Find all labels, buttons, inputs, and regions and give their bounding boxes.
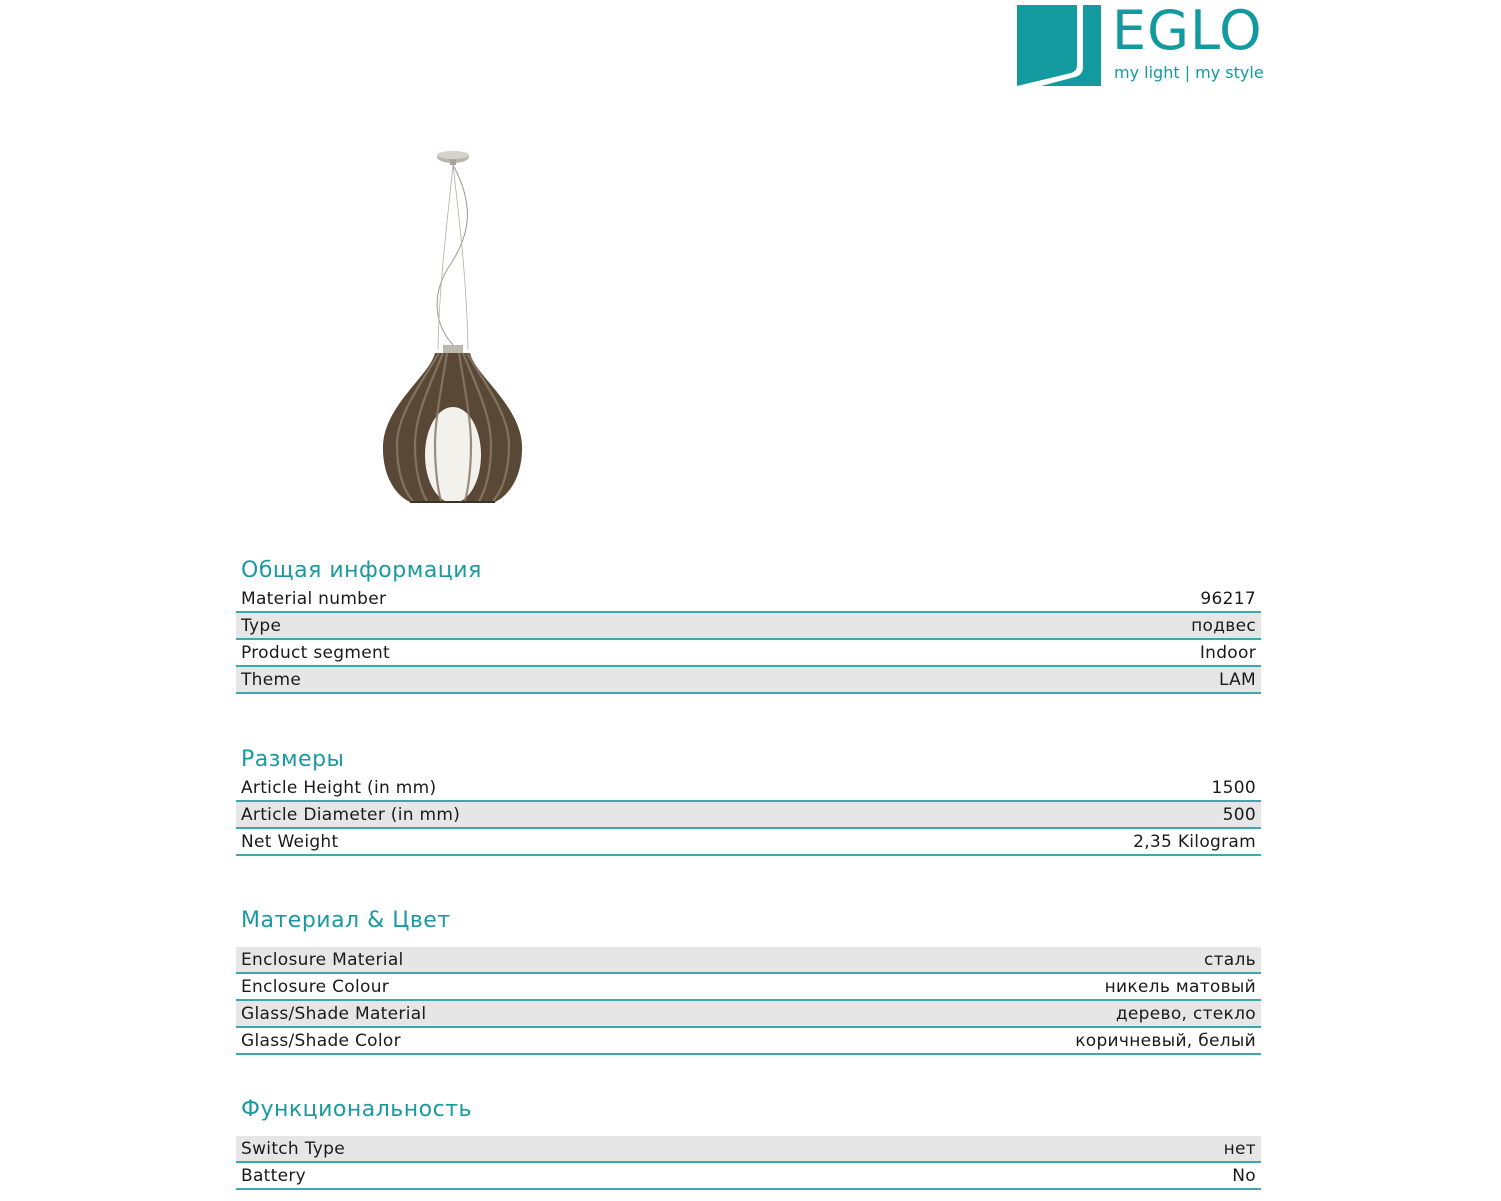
row-label: Product segment <box>241 642 391 663</box>
table-row <box>236 947 1261 974</box>
section-title: Размеры <box>241 747 345 772</box>
row-value: дерево, стекло <box>1115 1003 1256 1024</box>
pendant-lamp-icon <box>375 145 530 510</box>
row-value: LAM <box>1218 669 1256 690</box>
table-row <box>236 775 1261 802</box>
row-value: подвес <box>1191 615 1256 636</box>
table-row <box>236 1163 1261 1190</box>
row-label: Theme <box>241 669 302 690</box>
table-row <box>236 613 1261 640</box>
section-material-color <box>236 906 1261 1055</box>
eglo-logo <box>1017 0 1267 89</box>
row-value: 96217 <box>1200 588 1256 609</box>
section-title: Функциональность <box>241 1097 472 1122</box>
table-row <box>236 802 1261 829</box>
section-general-info <box>236 556 1261 694</box>
brand-tagline: my light | my style <box>1114 63 1264 82</box>
section-dimensions <box>236 745 1261 856</box>
row-label: Enclosure Colour <box>241 976 390 997</box>
row-value: нет <box>1223 1138 1256 1159</box>
row-label: Article Diameter (in mm) <box>241 804 461 825</box>
table-row <box>236 1028 1261 1055</box>
row-value: коричневый, белый <box>1075 1030 1256 1051</box>
section-title: Материал & Цвет <box>241 908 451 933</box>
table-row <box>236 1136 1261 1163</box>
row-label: Battery <box>241 1165 307 1186</box>
row-value: 1500 <box>1211 777 1256 798</box>
row-value: никель матовый <box>1104 976 1256 997</box>
row-value: No <box>1232 1165 1256 1186</box>
row-value: сталь <box>1203 949 1256 970</box>
row-value: 2,35 Kilogram <box>1133 831 1256 852</box>
section-functionality <box>236 1095 1261 1190</box>
row-label: Switch Type <box>241 1138 345 1159</box>
row-label: Material number <box>241 588 387 609</box>
row-label: Type <box>241 615 282 636</box>
table-row <box>236 1001 1261 1028</box>
row-value: 500 <box>1222 804 1256 825</box>
eglo-logo-mark-icon <box>1017 5 1101 86</box>
row-label: Enclosure Material <box>241 949 404 970</box>
row-label: Glass/Shade Material <box>241 1003 427 1024</box>
row-label: Net Weight <box>241 831 339 852</box>
table-row <box>236 974 1261 1001</box>
table-row <box>236 640 1261 667</box>
section-title: Общая информация <box>241 558 482 583</box>
row-label: Glass/Shade Color <box>241 1030 401 1051</box>
row-label: Article Height (in mm) <box>241 777 437 798</box>
table-row <box>236 829 1261 856</box>
row-value: Indoor <box>1199 642 1256 663</box>
table-row <box>236 667 1261 694</box>
brand-name: EGLO <box>1112 0 1263 62</box>
table-row <box>236 586 1261 613</box>
